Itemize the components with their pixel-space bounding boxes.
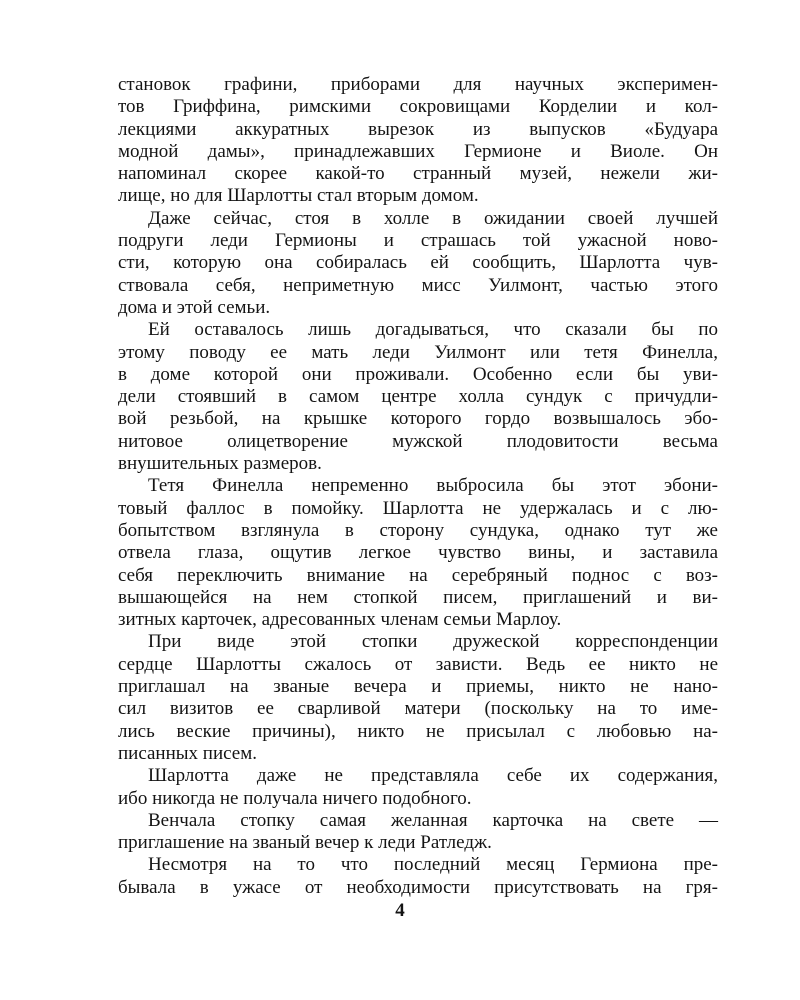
text-line: При виде этой стопки дружеской корреспонденции	[148, 631, 718, 653]
text-line: лекциями аккуратных вырезок из выпусков «Будуара	[118, 118, 718, 140]
text-line: Венчала стопку самая желанная карточка на свете —	[148, 809, 718, 831]
text-line: дома и этой семьи.	[118, 296, 271, 318]
text-line: зитных карточек, адресованных членам семьи Марлоу.	[118, 609, 562, 631]
text-line: бопытством взглянула в сторону сундука, однако тут же	[118, 519, 718, 541]
text-line: отвела глаза, ощутив легкое чувство вины, и заставила	[118, 542, 718, 564]
text-line: лище, но для Шарлотты стал вторым домом.	[118, 185, 479, 207]
text-line: напоминал скорее какой-то странный музей, нежели жи-	[118, 163, 718, 185]
text-line: дели стоявший в самом центре холла сундук с причудли-	[118, 386, 718, 408]
text-line: сил визитов ее сварливой матери (поскольку на то име-	[118, 698, 718, 720]
text-line: нитовое олицетворение мужской плодовитости весьма	[118, 430, 718, 452]
text-line: внушительных размеров.	[118, 453, 322, 475]
text-line: Ей оставалось лишь догадываться, что сказали бы по	[148, 319, 718, 341]
text-line: становок графини, приборами для научных эксперимен-	[118, 74, 718, 95]
page-number: 4	[395, 900, 405, 921]
text-line: писанных писем.	[118, 742, 257, 764]
text-line: ибо никогда не получала ничего подобного.	[118, 787, 472, 809]
text-line: сти, которую она собиралась ей сообщить, Шарлотта чув-	[118, 252, 718, 274]
text-line: подруги леди Гермионы и страшась той ужасной ново-	[118, 230, 718, 252]
text-line: приглашение на званый вечер к леди Ратледж.	[118, 832, 492, 854]
text-line: себя переключить внимание на серебряный поднос с воз-	[118, 564, 718, 586]
text-line: лись веские причины), никто не присылал с любовью на-	[118, 720, 718, 742]
text-line: Шарлотта даже не представляла себе их содержания,	[148, 765, 718, 787]
text-line: Несмотря на то что последний месяц Гермиона пре-	[148, 854, 718, 876]
text-line: модной дамы», принадлежавших Гермионе и Виоле. Он	[118, 140, 718, 162]
text-line: Даже сейчас, стоя в холле в ожидании своей лучшей	[148, 207, 718, 229]
text-line: ствовала себя, неприметную мисс Уилмонт, частью этого	[118, 274, 718, 296]
text-line: сердце Шарлотты сжалось от зависти. Ведь ее никто не	[118, 653, 718, 675]
text-line: вышающейся на нем стопкой писем, приглашений и ви-	[118, 586, 718, 608]
text-line: товый фаллос в помойку. Шарлотта не удержалась и с лю-	[118, 497, 718, 519]
text-line: приглашал на званые вечера и приемы, никто не нано-	[118, 676, 718, 698]
text-line: вой резьбой, на крышке которого гордо возвышалось эбо-	[118, 408, 718, 430]
text-line: Тетя Финелла непременно выбросила бы этот эбони-	[148, 475, 718, 497]
text-line: бывала в ужасе от необходимости присутствовать на гря-	[118, 876, 718, 898]
text-line: в доме которой они проживали. Особенно если бы уви-	[118, 363, 718, 385]
page-body-text	[118, 74, 718, 899]
text-line: этому поводу ее мать леди Уилмонт или тетя Финелла,	[118, 341, 718, 363]
text-line: тов Гриффина, римскими сокровищами Корделии и кол-	[118, 96, 718, 118]
